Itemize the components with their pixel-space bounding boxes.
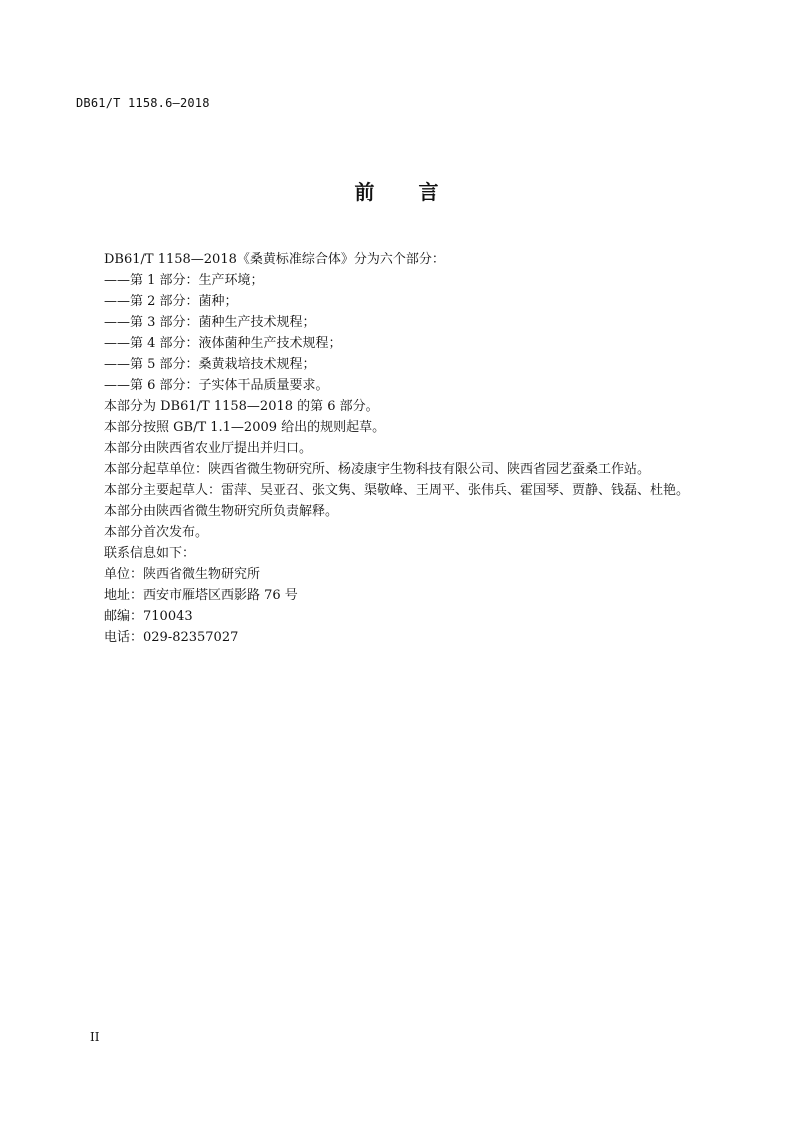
paragraph-intro: DB61/T 1158—2018《桑黄标准综合体》分为六个部分： (104, 252, 445, 267)
contact-postcode: 邮编：710043 (104, 609, 193, 624)
paragraph-drafters: 本部分主要起草人：雷萍、吴亚召、张文隽、渠敬峰、王周平、张伟兵、霍国琴、贾静、钱磊、杜艳。 (104, 483, 690, 498)
paragraph-contact-intro: 联系信息如下： (104, 546, 196, 561)
paragraph-drafting-rules: 本部分按照 GB/T 1.1—2009 给出的规则起草。 (104, 420, 386, 435)
list-item-part-3: ——第 3 部分：菌种生产技术规程； (104, 315, 316, 330)
paragraph-this-part: 本部分为 DB61/T 1158—2018 的第 6 部分。 (104, 399, 379, 414)
list-item-part-4: ——第 4 部分：液体菌种生产技术规程； (104, 336, 342, 351)
page-number: II (90, 1030, 100, 1044)
list-item-part-6: ——第 6 部分：子实体干品质量要求。 (104, 378, 329, 393)
paragraph-first-release: 本部分首次发布。 (104, 525, 209, 540)
contact-address: 地址：西安市雁塔区西影路 76 号 (104, 588, 298, 603)
contact-phone: 电话：029-82357027 (104, 630, 239, 645)
list-item-part-1: ——第 1 部分：生产环境； (104, 273, 264, 288)
foreword-body (76, 249, 716, 648)
paragraph-interpretation: 本部分由陕西省微生物研究所负责解释。 (104, 504, 339, 519)
list-item-part-5: ——第 5 部分：桑黄栽培技术规程； (104, 357, 316, 372)
document-code: DB61/T 1158.6—2018 (76, 96, 210, 110)
list-item-part-2: ——第 2 部分：菌种； (104, 294, 238, 309)
paragraph-drafting-units: 本部分起草单位：陕西省微生物研究所、杨凌康宇生物科技有限公司、陕西省园艺蚕桑工作站。 (104, 462, 651, 477)
paragraph-proposer: 本部分由陕西省农业厅提出并归口。 (104, 441, 313, 456)
page-title: 前言 (354, 180, 483, 204)
contact-unit: 单位：陕西省微生物研究所 (104, 567, 261, 582)
